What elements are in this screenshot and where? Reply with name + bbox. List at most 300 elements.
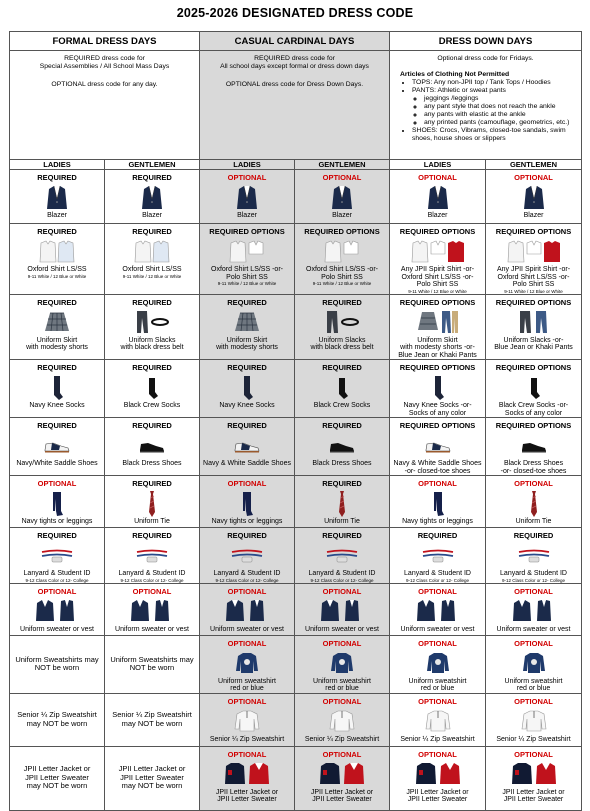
item-label: Uniform Skirt with modesty shorts <box>216 336 278 351</box>
formal-heading: FORMAL DRESS DAYS <box>10 32 200 51</box>
item-note: 9-12 Class Color or 12- College <box>215 577 279 583</box>
item-label: Lanyard & Student ID <box>213 570 281 577</box>
requirement-status: REQUIRED <box>132 363 172 372</box>
requirement-status: REQUIRED <box>37 531 77 540</box>
dress-code-cell <box>10 170 105 224</box>
item-note: 9-11 White / 12 Blue or White <box>122 273 182 279</box>
item-label: Uniform Slacks with black dress belt <box>310 336 374 351</box>
casual-description <box>200 51 390 160</box>
column-headings <box>10 32 582 51</box>
pants-sub-rule: ◦ jeggings /leggings <box>424 95 581 103</box>
dressdown-heading: DRESS DOWN DAYS <box>390 32 582 51</box>
blazer-icon <box>105 184 199 211</box>
item-label: Uniform sweatshirt red or blue <box>408 677 467 692</box>
requirement-status: REQUIRED <box>132 421 172 430</box>
dress-code-cell <box>486 583 582 635</box>
dress-code-cell <box>486 360 582 418</box>
dress-code-cell <box>200 693 295 746</box>
item-row <box>10 693 582 746</box>
lanyard-icon <box>200 542 294 569</box>
shirt-polo-icon <box>295 238 389 265</box>
item-row <box>10 476 582 528</box>
item-label: Uniform Tie <box>515 518 552 525</box>
quarter-zip-icon <box>486 708 581 735</box>
dress-code-cell <box>390 360 486 418</box>
dress-code-cell <box>295 294 390 360</box>
item-label: Uniform sweatshirt red or blue <box>218 677 276 692</box>
sweatshirt-icon <box>486 650 581 677</box>
subhead-ladies: LADIES <box>10 160 105 170</box>
saddle-shoe-icon <box>10 432 104 459</box>
item-label: JPII Letter Jacket or JPII Letter Sweater <box>215 788 279 803</box>
requirement-status: OPTIONAL <box>37 586 77 596</box>
item-label: Navy/White Saddle Shoes <box>16 460 98 467</box>
letter-jacket-icon <box>200 761 294 788</box>
lanyard-icon <box>486 542 581 569</box>
requirement-status: REQUIRED <box>37 297 77 307</box>
tights-icon <box>200 490 294 517</box>
requirement-status: REQUIRED <box>227 531 267 540</box>
requirement-status: REQUIRED <box>132 479 172 488</box>
item-label: Oxford Shirt LS/SS <box>27 266 87 273</box>
dress-code-cell <box>105 746 200 810</box>
dress-code-cell <box>390 746 486 810</box>
dress-code-cell <box>295 170 390 224</box>
item-label: Uniform sweatshirt red or blue <box>504 677 563 692</box>
spirit-shirt-icon <box>390 238 485 265</box>
dress-code-cell <box>486 170 582 224</box>
dress-code-cell <box>295 746 390 810</box>
subhead-gentlemen: GENTLEMEN <box>486 160 582 170</box>
item-label: JPII Letter Jacket or JPII Letter Sweater <box>502 788 565 803</box>
dress-code-cell <box>295 583 390 635</box>
quarter-zip-icon <box>200 708 294 735</box>
requirement-status: REQUIRED <box>132 297 172 307</box>
casual-heading: CASUAL CARDINAL DAYS <box>200 32 390 51</box>
dress-code-cell <box>200 170 295 224</box>
requirement-status: REQUIRED <box>132 227 172 236</box>
item-label: Navy Knee Socks <box>219 402 275 409</box>
pants-sub-rule: ◦ any pant style that does not reach the ankle <box>424 103 581 111</box>
saddle-shoe-icon <box>200 432 294 459</box>
dress-code-cell <box>486 418 582 476</box>
requirement-status: OPTIONAL <box>418 638 457 648</box>
item-note: 9-12 Class Color or 12- College <box>120 577 184 583</box>
shirt-icon <box>10 238 104 265</box>
item-row <box>10 170 582 224</box>
item-label: Uniform sweater or vest <box>305 625 379 633</box>
item-label: Lanyard & Student ID <box>500 570 567 577</box>
shirt-icon <box>105 238 199 265</box>
dress-code-cell <box>486 635 582 693</box>
dress-code-cell <box>10 528 105 584</box>
dress-code-cell <box>200 528 295 584</box>
not-permitted-label: Senior ¼ Zip Sweatshirt may NOT be worn <box>17 710 97 728</box>
requirement-status: REQUIRED <box>227 421 267 430</box>
dress-code-cell <box>390 476 486 528</box>
subhead-gentlemen: GENTLEMEN <box>295 160 390 170</box>
requirement-status: OPTIONAL <box>227 696 267 706</box>
item-label: Any JPII Spirit Shirt -or- Oxford Shirt LS/SS -or- Polo Shirt SS <box>400 266 475 288</box>
requirement-status: OPTIONAL <box>227 586 267 596</box>
requirement-status: REQUIRED <box>322 421 362 430</box>
item-label: Uniform Skirt with modesty shorts <box>26 336 88 351</box>
dress-code-cell <box>10 746 105 810</box>
blazer-icon <box>200 184 294 211</box>
quarter-zip-icon <box>390 708 485 735</box>
shoes-rule: • SHOES: Crocs, Vibrams, closed-toe sandals, swim shoes, house shoes or slippers <box>412 127 581 143</box>
letter-jacket-icon <box>295 761 389 788</box>
blazer-icon <box>10 184 104 211</box>
sweater-icon <box>105 598 199 625</box>
requirement-status: REQUIRED OPTIONS <box>399 227 476 236</box>
dress-code-cell <box>390 528 486 584</box>
item-note: 9-12 Class Color or 12- College <box>501 577 566 583</box>
dress-code-cell <box>10 224 105 295</box>
item-label: Navy tights or leggings <box>211 518 283 525</box>
dress-code-cell <box>486 294 582 360</box>
requirement-status: REQUIRED OPTIONS <box>399 297 476 307</box>
requirement-status: OPTIONAL <box>227 638 267 648</box>
requirement-status: OPTIONAL <box>322 696 362 706</box>
requirement-status: OPTIONAL <box>418 586 457 596</box>
dress-code-cell <box>295 476 390 528</box>
dress-code-cell <box>10 360 105 418</box>
requirement-status: OPTIONAL <box>514 749 553 759</box>
requirement-status: REQUIRED <box>322 297 362 307</box>
knee-sock-icon <box>390 374 485 401</box>
item-label: Black Dress Shoes -or- closed-toe shoes <box>500 460 567 475</box>
requirement-status: OPTIONAL <box>322 749 362 759</box>
casual-desc-optional: OPTIONAL dress code for Dress Down Days. <box>225 81 364 88</box>
requirement-status: OPTIONAL <box>514 479 553 488</box>
requirement-status: OPTIONAL <box>514 586 553 596</box>
not-permitted-heading: Articles of Clothing Not Permitted <box>400 71 510 78</box>
dress-code-cell <box>486 528 582 584</box>
dress-code-cell <box>200 360 295 418</box>
dress-code-cell <box>295 528 390 584</box>
requirement-status: OPTIONAL <box>37 479 77 488</box>
tie-icon <box>295 490 389 517</box>
item-row <box>10 746 582 810</box>
casual-desc-required: REQUIRED dress code for All school days except formal or dress down days <box>220 55 369 70</box>
dress-code-cell <box>390 224 486 295</box>
column-descriptions <box>10 51 582 160</box>
requirement-status: REQUIRED <box>417 531 458 540</box>
item-note: 9-12 Class Color or 12- College <box>310 577 374 583</box>
item-label: Oxford Shirt LS/SS <box>122 266 182 273</box>
item-note: 9-11 White / 12 Blue or White <box>27 273 87 279</box>
requirement-status: REQUIRED OPTIONS <box>399 421 476 430</box>
item-label: Uniform sweater or vest <box>115 625 189 633</box>
dress-code-cell <box>200 294 295 360</box>
formal-desc-required: REQUIRED dress code for Special Assemblies / All School Mass Days <box>39 55 170 70</box>
tops-rule: • TOPS: Any non-JPII top / Tank Tops / Hoodies <box>412 79 581 87</box>
dress-code-cell <box>105 528 200 584</box>
dress-code-cell <box>105 476 200 528</box>
requirement-status: OPTIONAL <box>132 586 172 596</box>
item-label: Blazer <box>332 212 352 219</box>
not-permitted-label: Senior ¼ Zip Sweatshirt may NOT be worn <box>112 710 192 728</box>
requirement-status: REQUIRED <box>37 363 77 372</box>
blazer-icon <box>295 184 389 211</box>
item-row <box>10 528 582 584</box>
dress-code-cell <box>10 418 105 476</box>
requirement-status: OPTIONAL <box>322 586 362 596</box>
item-label: Senior ¼ Zip Sweatshirt <box>400 735 475 743</box>
requirement-status: REQUIRED <box>37 421 77 430</box>
item-label: Black Dress Shoes <box>122 460 182 467</box>
item-label: Lanyard & Student ID <box>404 570 471 577</box>
requirement-status: REQUIRED OPTIONS <box>209 227 285 236</box>
dress-code-table <box>9 31 582 811</box>
not-permitted-label: JPII Letter Jacket or JPII Letter Sweater may NOT be worn <box>23 764 91 791</box>
requirement-status: REQUIRED <box>132 173 172 182</box>
requirement-status: REQUIRED <box>227 363 267 372</box>
item-label: Blazer <box>237 212 257 219</box>
requirement-status: REQUIRED OPTIONS <box>399 363 476 372</box>
item-label: Black Crew Socks <box>123 402 181 409</box>
tights-icon <box>390 490 485 517</box>
dress-code-cell <box>105 170 200 224</box>
crew-sock-icon <box>486 374 581 401</box>
item-label: Lanyard & Student ID <box>23 570 91 577</box>
item-label: Navy Knee Socks <box>29 402 85 409</box>
item-label: Senior ¼ Zip Sweatshirt <box>496 735 571 743</box>
not-permitted-label: Uniform Sweatshirts may NOT be worn <box>110 654 194 672</box>
dress-code-cell <box>295 635 390 693</box>
item-label: Any JPII Spirit Shirt -or- Oxford Shirt LS/SS -or- Polo Shirt SS <box>496 266 571 288</box>
item-label: Uniform Slacks with black dress belt <box>120 336 184 351</box>
lanyard-icon <box>390 542 485 569</box>
crew-sock-icon <box>105 374 199 401</box>
dress-code-cell <box>200 418 295 476</box>
item-label: Lanyard & Student ID <box>308 570 376 577</box>
dress-code-cell <box>105 693 200 746</box>
sweatshirt-icon <box>295 650 389 677</box>
item-label: Black Dress Shoes <box>312 460 372 467</box>
dress-code-cell <box>390 170 486 224</box>
item-label: Oxford Shirt LS/SS -or- Polo Shirt SS <box>306 266 378 281</box>
dress-code-cell <box>200 635 295 693</box>
sweatshirt-icon <box>200 650 294 677</box>
dress-code-cell <box>105 360 200 418</box>
item-note: 9-12 Class Color or 12- College <box>405 577 470 583</box>
not-permitted-list <box>390 71 581 143</box>
dress-code-cell <box>105 583 200 635</box>
requirement-status: REQUIRED <box>37 173 77 182</box>
item-label: Black Crew Socks <box>313 402 371 409</box>
item-label: Uniform sweater or vest <box>400 625 475 633</box>
gender-subheadings <box>10 160 582 170</box>
item-label: Navy & White Saddle Shoes <box>203 460 291 467</box>
item-label: Navy & White Saddle Shoes -or- closed-toe shoes <box>393 460 482 475</box>
item-row <box>10 635 582 693</box>
requirement-status: REQUIRED <box>37 227 77 236</box>
item-rows <box>10 170 582 811</box>
lanyard-icon <box>10 542 104 569</box>
item-note: 9-11 White / 12 Blue or White <box>504 288 563 294</box>
letter-jacket-icon <box>486 761 581 788</box>
item-label: Blazer <box>142 212 162 219</box>
dress-code-cell <box>486 693 582 746</box>
dress-code-cell <box>390 635 486 693</box>
requirement-status: OPTIONAL <box>514 638 553 648</box>
dress-code-cell <box>486 224 582 295</box>
dress-code-cell <box>10 693 105 746</box>
formal-desc-optional: OPTIONAL dress code for any day. <box>51 81 158 88</box>
lanyard-icon <box>105 542 199 569</box>
item-row <box>10 294 582 360</box>
item-row <box>10 418 582 476</box>
requirement-status: REQUIRED <box>322 363 362 372</box>
formal-description <box>10 51 200 160</box>
requirement-status: REQUIRED <box>322 479 362 488</box>
pants-sub-rule: ◦ any pants with elastic at the ankle <box>424 111 581 119</box>
item-label: JPII Letter Jacket or JPII Letter Sweater <box>406 788 469 803</box>
requirement-status: REQUIRED OPTIONS <box>495 363 572 372</box>
item-label: Blazer <box>47 212 67 219</box>
requirement-status: REQUIRED <box>322 531 362 540</box>
requirement-status: OPTIONAL <box>227 479 267 488</box>
item-label: Navy tights or leggings <box>402 518 473 525</box>
knee-sock-icon <box>10 374 104 401</box>
item-label: Oxford Shirt LS/SS -or- Polo Shirt SS <box>211 266 283 281</box>
subhead-ladies: LADIES <box>390 160 486 170</box>
not-permitted-label: Uniform Sweatshirts may NOT be worn <box>15 654 99 672</box>
item-label: Uniform Slacks -or- Blue Jean or Khaki Pants <box>494 336 573 351</box>
requirement-status: OPTIONAL <box>418 479 457 488</box>
item-label: Uniform Tie <box>134 518 170 525</box>
dress-code-cell <box>105 294 200 360</box>
requirement-status: OPTIONAL <box>227 173 267 182</box>
item-note: 9-12 Class Color or 12- College <box>25 577 89 583</box>
skirt-icon <box>10 309 104 336</box>
item-label: Black Crew Socks -or- Socks of any color <box>498 402 569 417</box>
not-permitted-label: JPII Letter Jacket or JPII Letter Sweater may NOT be worn <box>118 764 186 791</box>
dress-code-cell <box>295 418 390 476</box>
item-label: Uniform sweater or vest <box>496 625 571 633</box>
requirement-status: REQUIRED OPTIONS <box>495 297 572 307</box>
item-note: 9-11 White / 12 Blue or White <box>312 281 372 286</box>
item-label: Uniform Tie <box>324 518 360 525</box>
item-label: Blazer <box>523 212 544 219</box>
requirement-status: OPTIONAL <box>322 173 362 182</box>
dress-code-cell <box>10 583 105 635</box>
dress-shoe-icon <box>105 432 199 459</box>
dress-code-cell <box>390 418 486 476</box>
dress-code-cell <box>200 583 295 635</box>
subhead-ladies: LADIES <box>200 160 295 170</box>
item-label: Uniform Skirt with modesty shorts -or- Blue Jean or Khaki Pants <box>398 336 477 359</box>
requirement-status: REQUIRED OPTIONS <box>304 227 380 236</box>
dress-code-cell <box>486 476 582 528</box>
dress-shoe-icon <box>295 432 389 459</box>
dress-code-cell <box>200 224 295 295</box>
lanyard-icon <box>295 542 389 569</box>
item-label: Senior ¼ Zip Sweatshirt <box>304 735 380 743</box>
requirement-status: REQUIRED <box>132 531 172 540</box>
dress-code-cell <box>295 224 390 295</box>
item-note: 9-11 White / 12 Blue or White <box>217 281 277 286</box>
dress-code-cell <box>105 418 200 476</box>
dressdown-desc-optional: Optional dress code for Fridays. <box>437 55 534 62</box>
dress-code-cell <box>295 693 390 746</box>
knee-sock-icon <box>200 374 294 401</box>
requirement-status: REQUIRED OPTIONS <box>495 227 572 236</box>
slacks-icon <box>295 309 389 336</box>
dress-code-cell <box>10 476 105 528</box>
item-label: Navy Knee Socks -or- Socks of any color <box>403 402 472 417</box>
crew-sock-icon <box>295 374 389 401</box>
requirement-status: OPTIONAL <box>418 696 457 706</box>
slacks-icon <box>105 309 199 336</box>
item-row <box>10 360 582 418</box>
tie-icon <box>486 490 581 517</box>
item-label: Senior ¼ Zip Sweatshirt <box>209 735 285 743</box>
item-note: 9-11 White / 12 Blue or White <box>408 288 467 294</box>
item-row <box>10 224 582 295</box>
saddle-shoe-icon <box>390 432 485 459</box>
dress-code-cell <box>200 746 295 810</box>
dress-code-cell <box>486 746 582 810</box>
requirement-status: OPTIONAL <box>322 638 362 648</box>
requirement-status: OPTIONAL <box>418 173 457 182</box>
quarter-zip-icon <box>295 708 389 735</box>
requirement-status: REQUIRED <box>513 531 554 540</box>
blazer-icon <box>390 184 485 211</box>
item-label: JPII Letter Jacket or JPII Letter Sweater <box>310 788 374 803</box>
pants-rule <box>412 87 581 127</box>
dress-code-cell <box>390 583 486 635</box>
tie-icon <box>105 490 199 517</box>
page-title: 2025-2026 DESIGNATED DRESS CODE <box>176 6 414 20</box>
skirt-jeans-icon <box>390 309 485 336</box>
requirement-status: OPTIONAL <box>514 173 553 182</box>
item-row <box>10 583 582 635</box>
pants-sub-rule: ◦ any printed pants (camouflage, geometrics, etc.) <box>424 119 581 127</box>
item-label: Uniform sweater or vest <box>20 625 94 633</box>
sweater-icon <box>390 598 485 625</box>
requirement-status: REQUIRED <box>227 297 267 307</box>
slacks-jeans-icon <box>486 309 581 336</box>
dress-code-cell <box>10 635 105 693</box>
blazer-icon <box>486 184 581 211</box>
sweater-icon <box>200 598 294 625</box>
requirement-status: OPTIONAL <box>418 749 457 759</box>
letter-jacket-icon <box>390 761 485 788</box>
spirit-shirt-icon <box>486 238 581 265</box>
item-label: Uniform sweatshirt red or blue <box>313 677 371 692</box>
dress-code-cell <box>390 294 486 360</box>
skirt-icon <box>200 309 294 336</box>
item-label: Uniform sweater or vest <box>210 625 284 633</box>
dress-code-cell <box>390 693 486 746</box>
requirement-status: OPTIONAL <box>227 749 267 759</box>
dress-code-cell <box>105 224 200 295</box>
dress-code-cell <box>10 294 105 360</box>
sweatshirt-icon <box>390 650 485 677</box>
sweater-icon <box>10 598 104 625</box>
dress-code-cell <box>200 476 295 528</box>
dress-shoe-icon <box>486 432 581 459</box>
item-label: Blazer <box>427 212 448 219</box>
shirt-polo-icon <box>200 238 294 265</box>
tights-icon <box>10 490 104 517</box>
sweater-icon <box>486 598 581 625</box>
item-label: Navy tights or leggings <box>21 518 93 525</box>
subhead-gentlemen: GENTLEMEN <box>105 160 200 170</box>
